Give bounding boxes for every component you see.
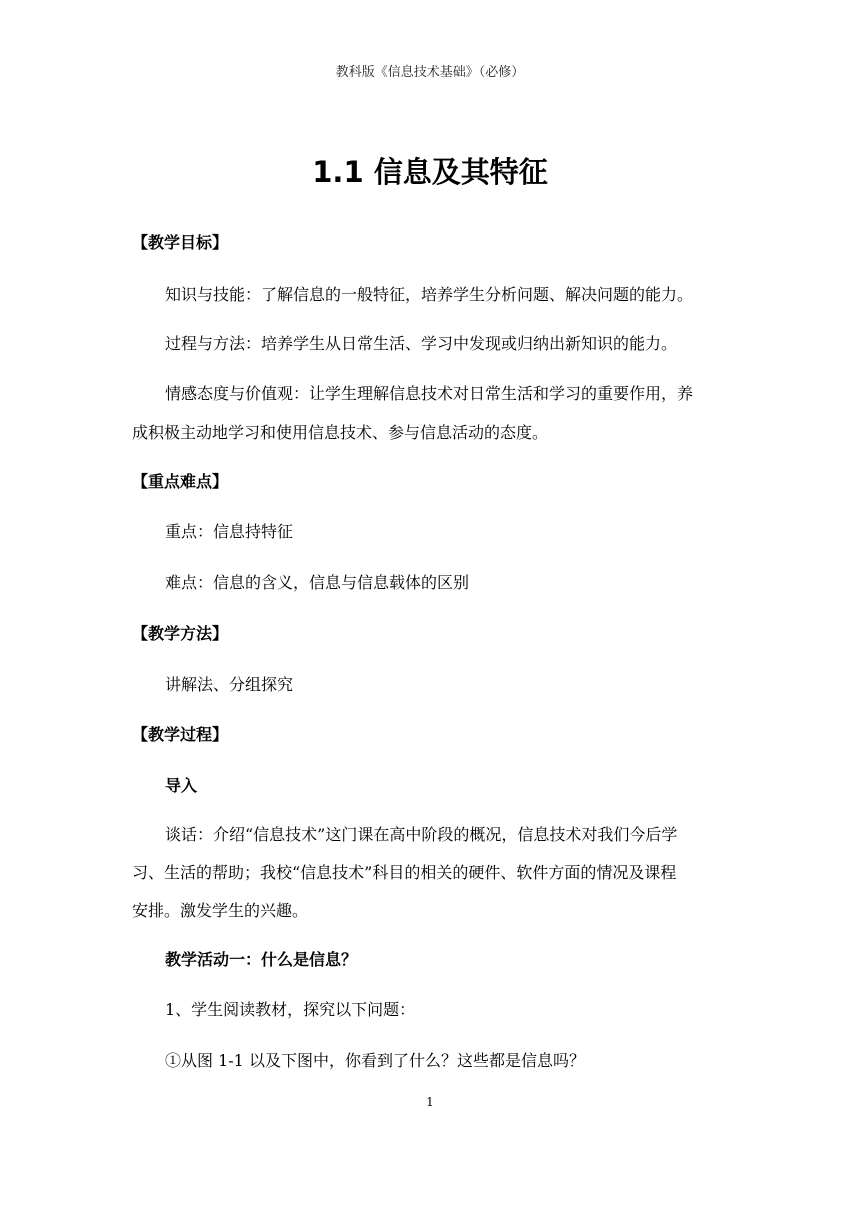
section-heading-key-points: 【重点难点】 [132, 472, 229, 491]
goal-knowledge: 知识与技能：了解信息的一般特征，培养学生分析问题、解决问题的能力。 [165, 285, 694, 304]
page-number: 1 [426, 1095, 434, 1109]
section-heading-goals: 【教学目标】 [132, 233, 229, 252]
intro-line1: 谈话：介绍“信息技术”这门课在高中阶段的概况，信息技术对我们今后学 [165, 825, 678, 844]
activity-question1: ①从图 1-1 以及下图中，你看到了什么？这些都是信息吗？ [165, 1051, 585, 1070]
goal-process: 过程与方法：培养学生从日常生活、学习中发现或归纳出新知识的能力。 [165, 334, 678, 353]
difficult-point: 难点：信息的含义，信息与信息载体的区别 [165, 573, 470, 592]
running-header: 教科版《信息技术基础》（必修） [335, 65, 525, 80]
section-heading-process: 【教学过程】 [132, 725, 229, 744]
intro-heading: 导入 [165, 776, 198, 795]
activity-step1: 1、学生阅读教材，探究以下问题： [165, 1000, 416, 1019]
page-title: 1.1 信息及其特征 [312, 155, 548, 189]
teaching-method: 讲解法、分组探究 [165, 675, 294, 694]
goal-attitude-line1: 情感态度与价值观：让学生理解信息技术对日常生活和学习的重要作用，养 [165, 384, 694, 403]
activity-heading: 教学活动一：什么是信息？ [165, 950, 358, 969]
key-point: 重点：信息持特征 [165, 522, 294, 541]
intro-line2: 习、生活的帮助；我校“信息技术”科目的相关的硬件、软件方面的情况及课程 [132, 863, 677, 882]
intro-line3: 安排。激发学生的兴趣。 [132, 901, 309, 920]
goal-attitude-line2: 成积极主动地学习和使用信息技术、参与信息活动的态度。 [132, 423, 549, 442]
section-heading-method: 【教学方法】 [132, 624, 229, 643]
